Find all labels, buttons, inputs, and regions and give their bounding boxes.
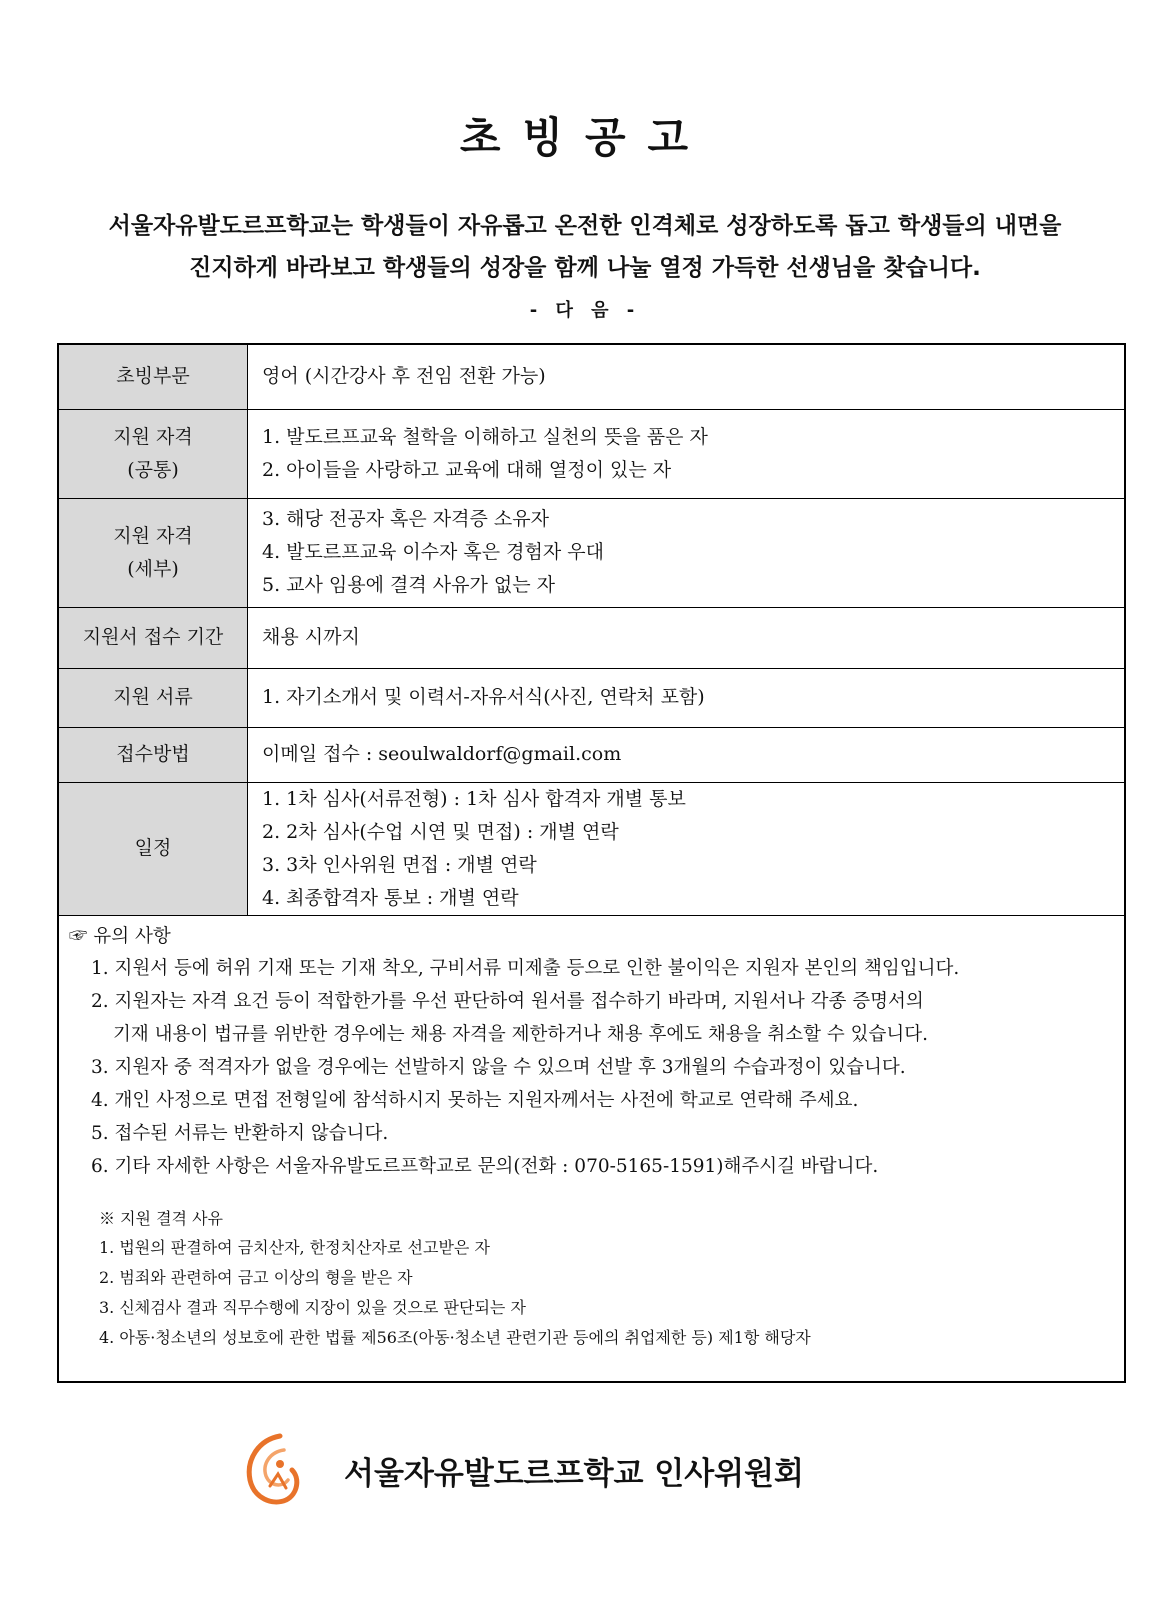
period-label: 지원서 접수 기간: [59, 607, 248, 668]
detail-label: [59, 498, 248, 607]
intro-line-2: 진지하게 바라보고 학생들의 성장을 함께 나눌 열정 가득한 선생님을 찾습니다.: [189, 255, 981, 281]
table-row-common: [59, 409, 1124, 498]
posting-box: [57, 343, 1126, 1383]
notes-item-continued: 기재 내용이 법규를 위반한 경우에는 채용 자격을 제한하거나 채용 후에도 채용을 취소할 수 있습니다.: [113, 1023, 929, 1045]
schedule-item: 4. 최종합격자 통보 : 개별 연락: [262, 886, 519, 909]
schedule-label: 일정: [59, 782, 248, 915]
organization-name: 서울자유발도르프학교 인사위원회: [344, 1456, 804, 1492]
notes-item: 5. 접수된 서류는 반환하지 않습니다.: [91, 1122, 389, 1144]
subheading: - 다 음 -: [529, 300, 641, 321]
table-row-schedule: [59, 782, 1124, 915]
intro-line-1: 서울자유발도르프학교는 학생들이 자유롭고 온전한 인격체로 성장하도록 돕고 학생들의 내면을: [108, 213, 1062, 239]
disqualification-item: 3. 신체검사 결과 직무수행에 지장이 있을 것으로 판단되는 자: [99, 1297, 526, 1317]
common-label-line-1: 지원 자격: [113, 425, 193, 448]
detail-item: 5. 교사 임용에 결격 사유가 없는 자: [262, 574, 555, 596]
table-row-detail: [59, 498, 1124, 607]
table-row-method: [59, 727, 1124, 782]
disqualification-section: [69, 1205, 1116, 1353]
footer: [240, 1430, 940, 1510]
notes-item: 1. 지원서 등에 허위 기재 또는 기재 착오, 구비서류 미제출 등으로 인한 불이익은 지원자 본인의 책임입니다.: [91, 957, 960, 979]
detail-label-line-1: 지원 자격: [113, 524, 193, 547]
detail-value: [248, 498, 1125, 607]
disqualification-heading: ※ 지원 결격 사유: [99, 1208, 223, 1228]
disqualification-item: 2. 범죄와 관련하여 금고 이상의 형을 받은 자: [99, 1267, 413, 1287]
field-value: 영어 (시간강사 후 전임 전환 가능): [248, 345, 1125, 409]
schedule-item: 3. 3차 인사위원 면접 : 개별 연락: [262, 853, 537, 876]
table-row-period: [59, 607, 1124, 668]
table-row-field: [59, 345, 1124, 409]
notes-item: 4. 개인 사정으로 면접 전형일에 참석하시지 못하는 지원자께서는 사전에 학교로 연락해 주세요.: [91, 1089, 859, 1111]
notes-section: [59, 916, 1124, 1353]
schedule-item: 2. 2차 심사(수업 시연 및 면접) : 개별 연락: [262, 820, 619, 843]
notes-item: 3. 지원자 중 적격자가 없을 경우에는 선발하지 않을 수 있으며 선발 후 3개월의 수습과정이 있습니다.: [91, 1056, 906, 1078]
common-item: 2. 아이들을 사랑하고 교육에 대해 열정이 있는 자: [262, 458, 672, 481]
notes-item: 6. 기타 자세한 사항은 서울자유발도르프학교로 문의(전화 : 070-5165-1591)해주시길 바랍니다.: [91, 1155, 879, 1177]
disqualification-item: 4. 아동·청소년의 성보호에 관한 법률 제56조(아동·청소년 관련기관 등에의 취업제한 등) 제1항 해당자: [99, 1327, 811, 1347]
common-label: [59, 409, 248, 498]
detail-item: 4. 발도르프교육 이수자 혹은 경험자 우대: [262, 541, 604, 563]
detail-label-line-2: (세부): [127, 557, 179, 580]
schedule-value: [248, 782, 1125, 915]
intro-text: [40, 205, 1130, 289]
schedule-item: 1. 1차 심사(서류전형) : 1차 심사 합격자 개별 통보: [262, 787, 686, 810]
page-title: 초빙공고: [459, 113, 711, 162]
posting-table: [59, 345, 1124, 916]
common-value: [248, 409, 1125, 498]
notes-item: 2. 지원자는 자격 요건 등이 적합한가를 우선 판단하여 원서를 접수하기 바라며, 지원서나 각종 증명서의: [91, 990, 924, 1012]
disqualification-item: 1. 법원의 판결하여 금치산자, 한정치산자로 선고받은 자: [99, 1237, 490, 1257]
common-label-line-2: (공통): [127, 458, 179, 481]
method-label: 접수방법: [59, 727, 248, 782]
detail-item: 3. 해당 전공자 혹은 자격증 소유자: [262, 508, 549, 530]
docs-label: 지원 서류: [59, 668, 248, 727]
notes-heading: ☞ 유의 사항: [69, 925, 171, 947]
common-item: 1. 발도르프교육 철학을 이해하고 실천의 뜻을 품은 자: [262, 425, 708, 448]
period-value: 채용 시까지: [248, 607, 1125, 668]
method-value: 이메일 접수 : seoulwaldorf@gmail.com: [248, 727, 1125, 782]
docs-value: 1. 자기소개서 및 이력서-자유서식(사진, 연락처 포함): [248, 668, 1125, 727]
school-logo-icon: [240, 1430, 302, 1510]
table-row-docs: [59, 668, 1124, 727]
field-label: 초빙부문: [59, 345, 248, 409]
